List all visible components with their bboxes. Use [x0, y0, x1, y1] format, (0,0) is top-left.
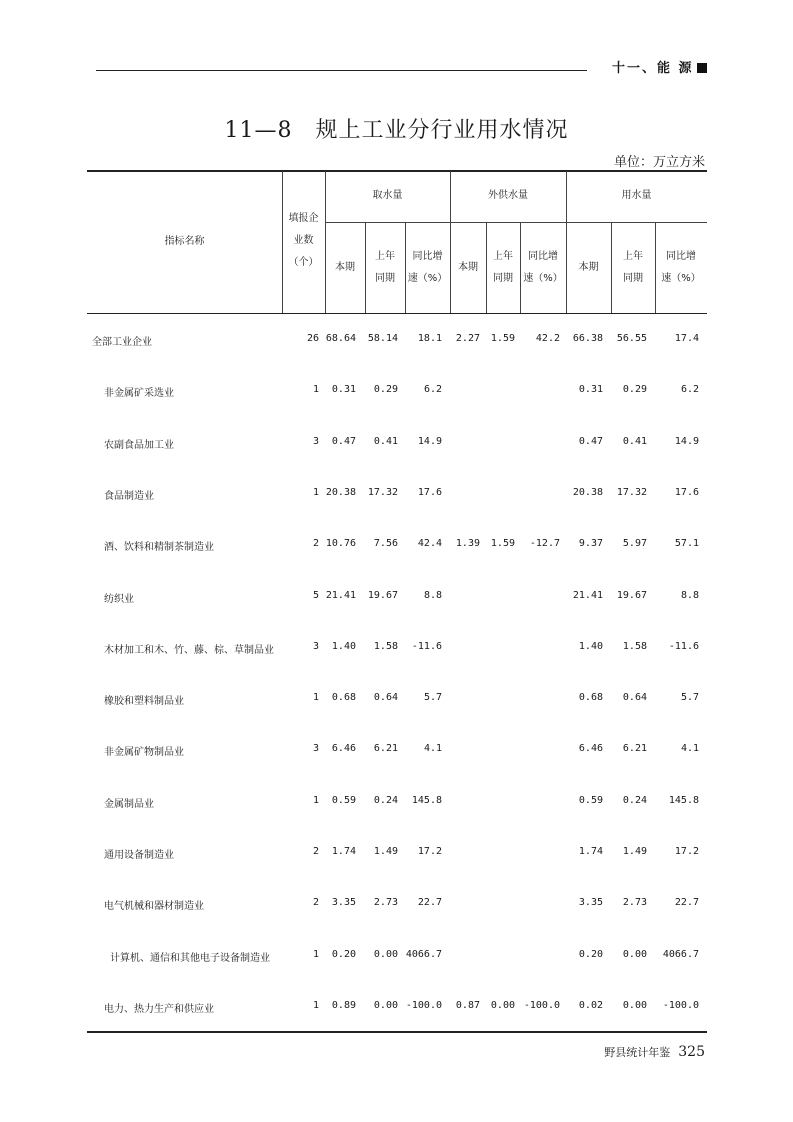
value-cell: 0.59: [331, 795, 356, 806]
count-cell: 26: [306, 333, 319, 344]
square-bullet-icon: [697, 63, 707, 73]
table-bottom-rule: [87, 1031, 707, 1033]
value-cell: 0.24: [622, 795, 647, 806]
value-cell: 0.31: [578, 384, 603, 395]
page-number: 325: [678, 1044, 705, 1060]
value-cell: 17.32: [616, 487, 647, 498]
value-cell: -100.0: [662, 1000, 699, 1011]
value-cell: 17.6: [417, 487, 442, 498]
value-cell: 0.20: [578, 949, 603, 960]
row-label: 非金属矿物制品业: [104, 747, 184, 758]
sub-header-line: 同比增: [666, 251, 696, 262]
value-cell: 0.47: [331, 436, 356, 447]
value-cell: 4066.7: [405, 949, 442, 960]
row-label: 金属制品业: [104, 799, 154, 810]
value-cell: 0.31: [331, 384, 356, 395]
table-row: [87, 590, 707, 606]
count-cell: 1: [312, 692, 319, 703]
value-cell: 1.58: [373, 641, 398, 652]
page-title: 11—8 规上工业分行业用水情况: [224, 118, 569, 143]
sub-header-line: 同期: [493, 273, 513, 284]
value-cell: 4066.7: [662, 949, 699, 960]
value-cell: 1.59: [490, 538, 515, 549]
value-cell: 5.97: [622, 538, 647, 549]
value-cell: 14.9: [674, 436, 699, 447]
value-cell: 10.76: [325, 538, 356, 549]
group-header-usage: 用水量: [621, 190, 652, 201]
sub-header-growth: [655, 246, 707, 290]
table-row: [87, 897, 707, 913]
value-cell: 1.49: [373, 846, 398, 857]
row-label: 非金属矿采选业: [104, 388, 174, 399]
value-cell: -100.0: [405, 1000, 442, 1011]
value-cell: 0.68: [331, 692, 356, 703]
value-cell: 1.74: [331, 846, 356, 857]
value-cell: 58.14: [367, 333, 398, 344]
col-header-count-line: 填报企: [288, 213, 319, 224]
count-cell: 1: [312, 795, 319, 806]
table-row: [87, 641, 707, 657]
value-cell: 1.49: [622, 846, 647, 857]
value-cell: -11.6: [668, 641, 699, 652]
value-cell: 1.40: [331, 641, 356, 652]
value-cell: 6.46: [578, 743, 603, 754]
value-cell: 145.8: [411, 795, 442, 806]
value-cell: 66.38: [572, 333, 603, 344]
value-cell: 42.4: [417, 538, 442, 549]
value-cell: 0.87: [455, 1000, 480, 1011]
value-cell: 2.73: [622, 897, 647, 908]
value-cell: 0.59: [578, 795, 603, 806]
count-cell: 3: [312, 641, 319, 652]
value-cell: 20.38: [572, 487, 603, 498]
value-cell: 0.24: [373, 795, 398, 806]
value-cell: 42.2: [535, 333, 560, 344]
table-row: [87, 436, 707, 452]
sub-header-line: 速（%）: [407, 273, 448, 284]
row-label: 通用设备制造业: [104, 850, 174, 861]
count-cell: 1: [312, 384, 319, 395]
value-cell: 8.8: [423, 590, 442, 601]
count-cell: 3: [312, 743, 319, 754]
header-rule: [96, 70, 587, 71]
sub-header-line: 上年: [493, 251, 513, 262]
value-cell: 68.64: [325, 333, 356, 344]
value-cell: 6.21: [622, 743, 647, 754]
value-cell: 0.00: [622, 949, 647, 960]
sub-header-line: 上年: [623, 251, 643, 262]
value-cell: 2.27: [455, 333, 480, 344]
value-cell: 5.7: [680, 692, 699, 703]
row-label: 食品制造业: [104, 491, 154, 502]
value-cell: 0.29: [373, 384, 398, 395]
value-cell: 6.2: [680, 384, 699, 395]
table-top-rule: [87, 170, 707, 172]
value-cell: 56.55: [616, 333, 647, 344]
col-header-name: 指标名称: [164, 236, 205, 247]
value-cell: 0.47: [578, 436, 603, 447]
row-label: 电气机械和器材制造业: [104, 901, 204, 912]
value-cell: 6.2: [423, 384, 442, 395]
value-cell: 17.2: [674, 846, 699, 857]
sub-header-prev: [611, 246, 655, 290]
value-cell: 0.64: [622, 692, 647, 703]
count-cell: 1: [312, 487, 319, 498]
sub-header-line: 同比增: [528, 251, 558, 262]
table-row: [87, 487, 707, 503]
value-cell: -11.6: [411, 641, 442, 652]
col-header-count: [282, 208, 325, 274]
value-cell: 57.1: [674, 538, 699, 549]
section-label-text: 十一、能 源: [612, 61, 694, 76]
value-cell: 17.4: [674, 333, 699, 344]
sub-header-line: 速（%）: [523, 273, 563, 284]
table-row: [87, 846, 707, 862]
value-cell: 17.6: [674, 487, 699, 498]
table-row: [87, 795, 707, 811]
value-cell: 22.7: [417, 897, 442, 908]
count-cell: 5: [312, 590, 319, 601]
value-cell: 0.20: [331, 949, 356, 960]
row-label: 计算机、通信和其他电子设备制造业: [110, 953, 270, 964]
sub-header-line: 速（%）: [661, 273, 701, 284]
row-label: 纺织业: [104, 594, 134, 605]
row-label: 木材加工和木、竹、藤、棕、草制品业: [104, 645, 274, 656]
value-cell: 145.8: [668, 795, 699, 806]
count-cell: 2: [312, 846, 319, 857]
value-cell: 4.1: [680, 743, 699, 754]
value-cell: 14.9: [417, 436, 442, 447]
value-cell: 1.58: [622, 641, 647, 652]
sub-header-current: 本期: [335, 262, 355, 273]
row-label: 酒、饮料和精制茶制造业: [104, 542, 214, 553]
sub-header-line: 同比增: [412, 251, 443, 262]
value-cell: 18.1: [417, 333, 442, 344]
group-underline: [325, 222, 707, 223]
row-label: 橡胶和塑料制品业: [104, 696, 184, 707]
yearbook-name: 野县统计年鉴: [604, 1046, 671, 1059]
page-footer: [604, 1044, 705, 1060]
value-cell: 8.8: [680, 590, 699, 601]
value-cell: 4.1: [423, 743, 442, 754]
value-cell: 3.35: [331, 897, 356, 908]
value-cell: 6.46: [331, 743, 356, 754]
value-cell: 0.89: [331, 1000, 356, 1011]
value-cell: 1.40: [578, 641, 603, 652]
sub-header-line: 同期: [623, 273, 643, 284]
value-cell: 0.41: [622, 436, 647, 447]
count-cell: 2: [312, 897, 319, 908]
group-header-supply: 外供水量: [488, 190, 528, 201]
table-row: [87, 1000, 707, 1016]
value-cell: 17.2: [417, 846, 442, 857]
value-cell: 0.02: [578, 1000, 603, 1011]
value-cell: 7.56: [373, 538, 398, 549]
sub-header-growth: [405, 246, 450, 290]
value-cell: 22.7: [674, 897, 699, 908]
value-cell: -12.7: [529, 538, 560, 549]
sub-header-line: 同期: [375, 273, 395, 284]
sub-header-prev: [486, 246, 520, 290]
value-cell: 5.7: [423, 692, 442, 703]
value-cell: 0.29: [622, 384, 647, 395]
table-row: [87, 538, 707, 554]
group-header-intake: 取水量: [372, 190, 403, 201]
col-header-count-line: （个）: [288, 257, 319, 268]
value-cell: -100.0: [523, 1000, 560, 1011]
sub-header-current: 本期: [578, 262, 599, 273]
value-cell: 1.39: [455, 538, 480, 549]
value-cell: 2.73: [373, 897, 398, 908]
count-cell: 3: [312, 436, 319, 447]
sub-header-growth: [520, 246, 566, 290]
table-row: [87, 949, 707, 965]
value-cell: 0.00: [373, 1000, 398, 1011]
value-cell: 6.21: [373, 743, 398, 754]
sub-header-current: 本期: [458, 262, 478, 273]
col-header-count-line: 业数: [293, 235, 314, 246]
value-cell: 0.68: [578, 692, 603, 703]
value-cell: 21.41: [325, 590, 356, 601]
section-label: [612, 57, 707, 76]
table-row: [87, 384, 707, 400]
sub-header-prev: [365, 246, 405, 290]
table-header-bottom-rule: [87, 313, 707, 314]
table-row: [87, 743, 707, 759]
row-label: 电力、热力生产和供应业: [104, 1004, 214, 1015]
count-cell: 1: [312, 1000, 319, 1011]
value-cell: 0.00: [622, 1000, 647, 1011]
value-cell: 0.41: [373, 436, 398, 447]
unit-label: 单位：万立方米: [613, 155, 705, 170]
value-cell: 0.00: [490, 1000, 515, 1011]
value-cell: 19.67: [367, 590, 398, 601]
value-cell: 21.41: [572, 590, 603, 601]
value-cell: 9.37: [578, 538, 603, 549]
value-cell: 19.67: [616, 590, 647, 601]
table-row: [87, 692, 707, 708]
value-cell: 3.35: [578, 897, 603, 908]
value-cell: 0.00: [373, 949, 398, 960]
row-label: 全部工业企业: [92, 337, 152, 348]
value-cell: 0.64: [373, 692, 398, 703]
value-cell: 1.74: [578, 846, 603, 857]
table-row: [87, 333, 707, 349]
value-cell: 20.38: [325, 487, 356, 498]
count-cell: 1: [312, 949, 319, 960]
value-cell: 1.59: [490, 333, 515, 344]
row-label: 农副食品加工业: [104, 440, 174, 451]
count-cell: 2: [312, 538, 319, 549]
value-cell: 17.32: [367, 487, 398, 498]
sub-header-line: 上年: [375, 251, 395, 262]
